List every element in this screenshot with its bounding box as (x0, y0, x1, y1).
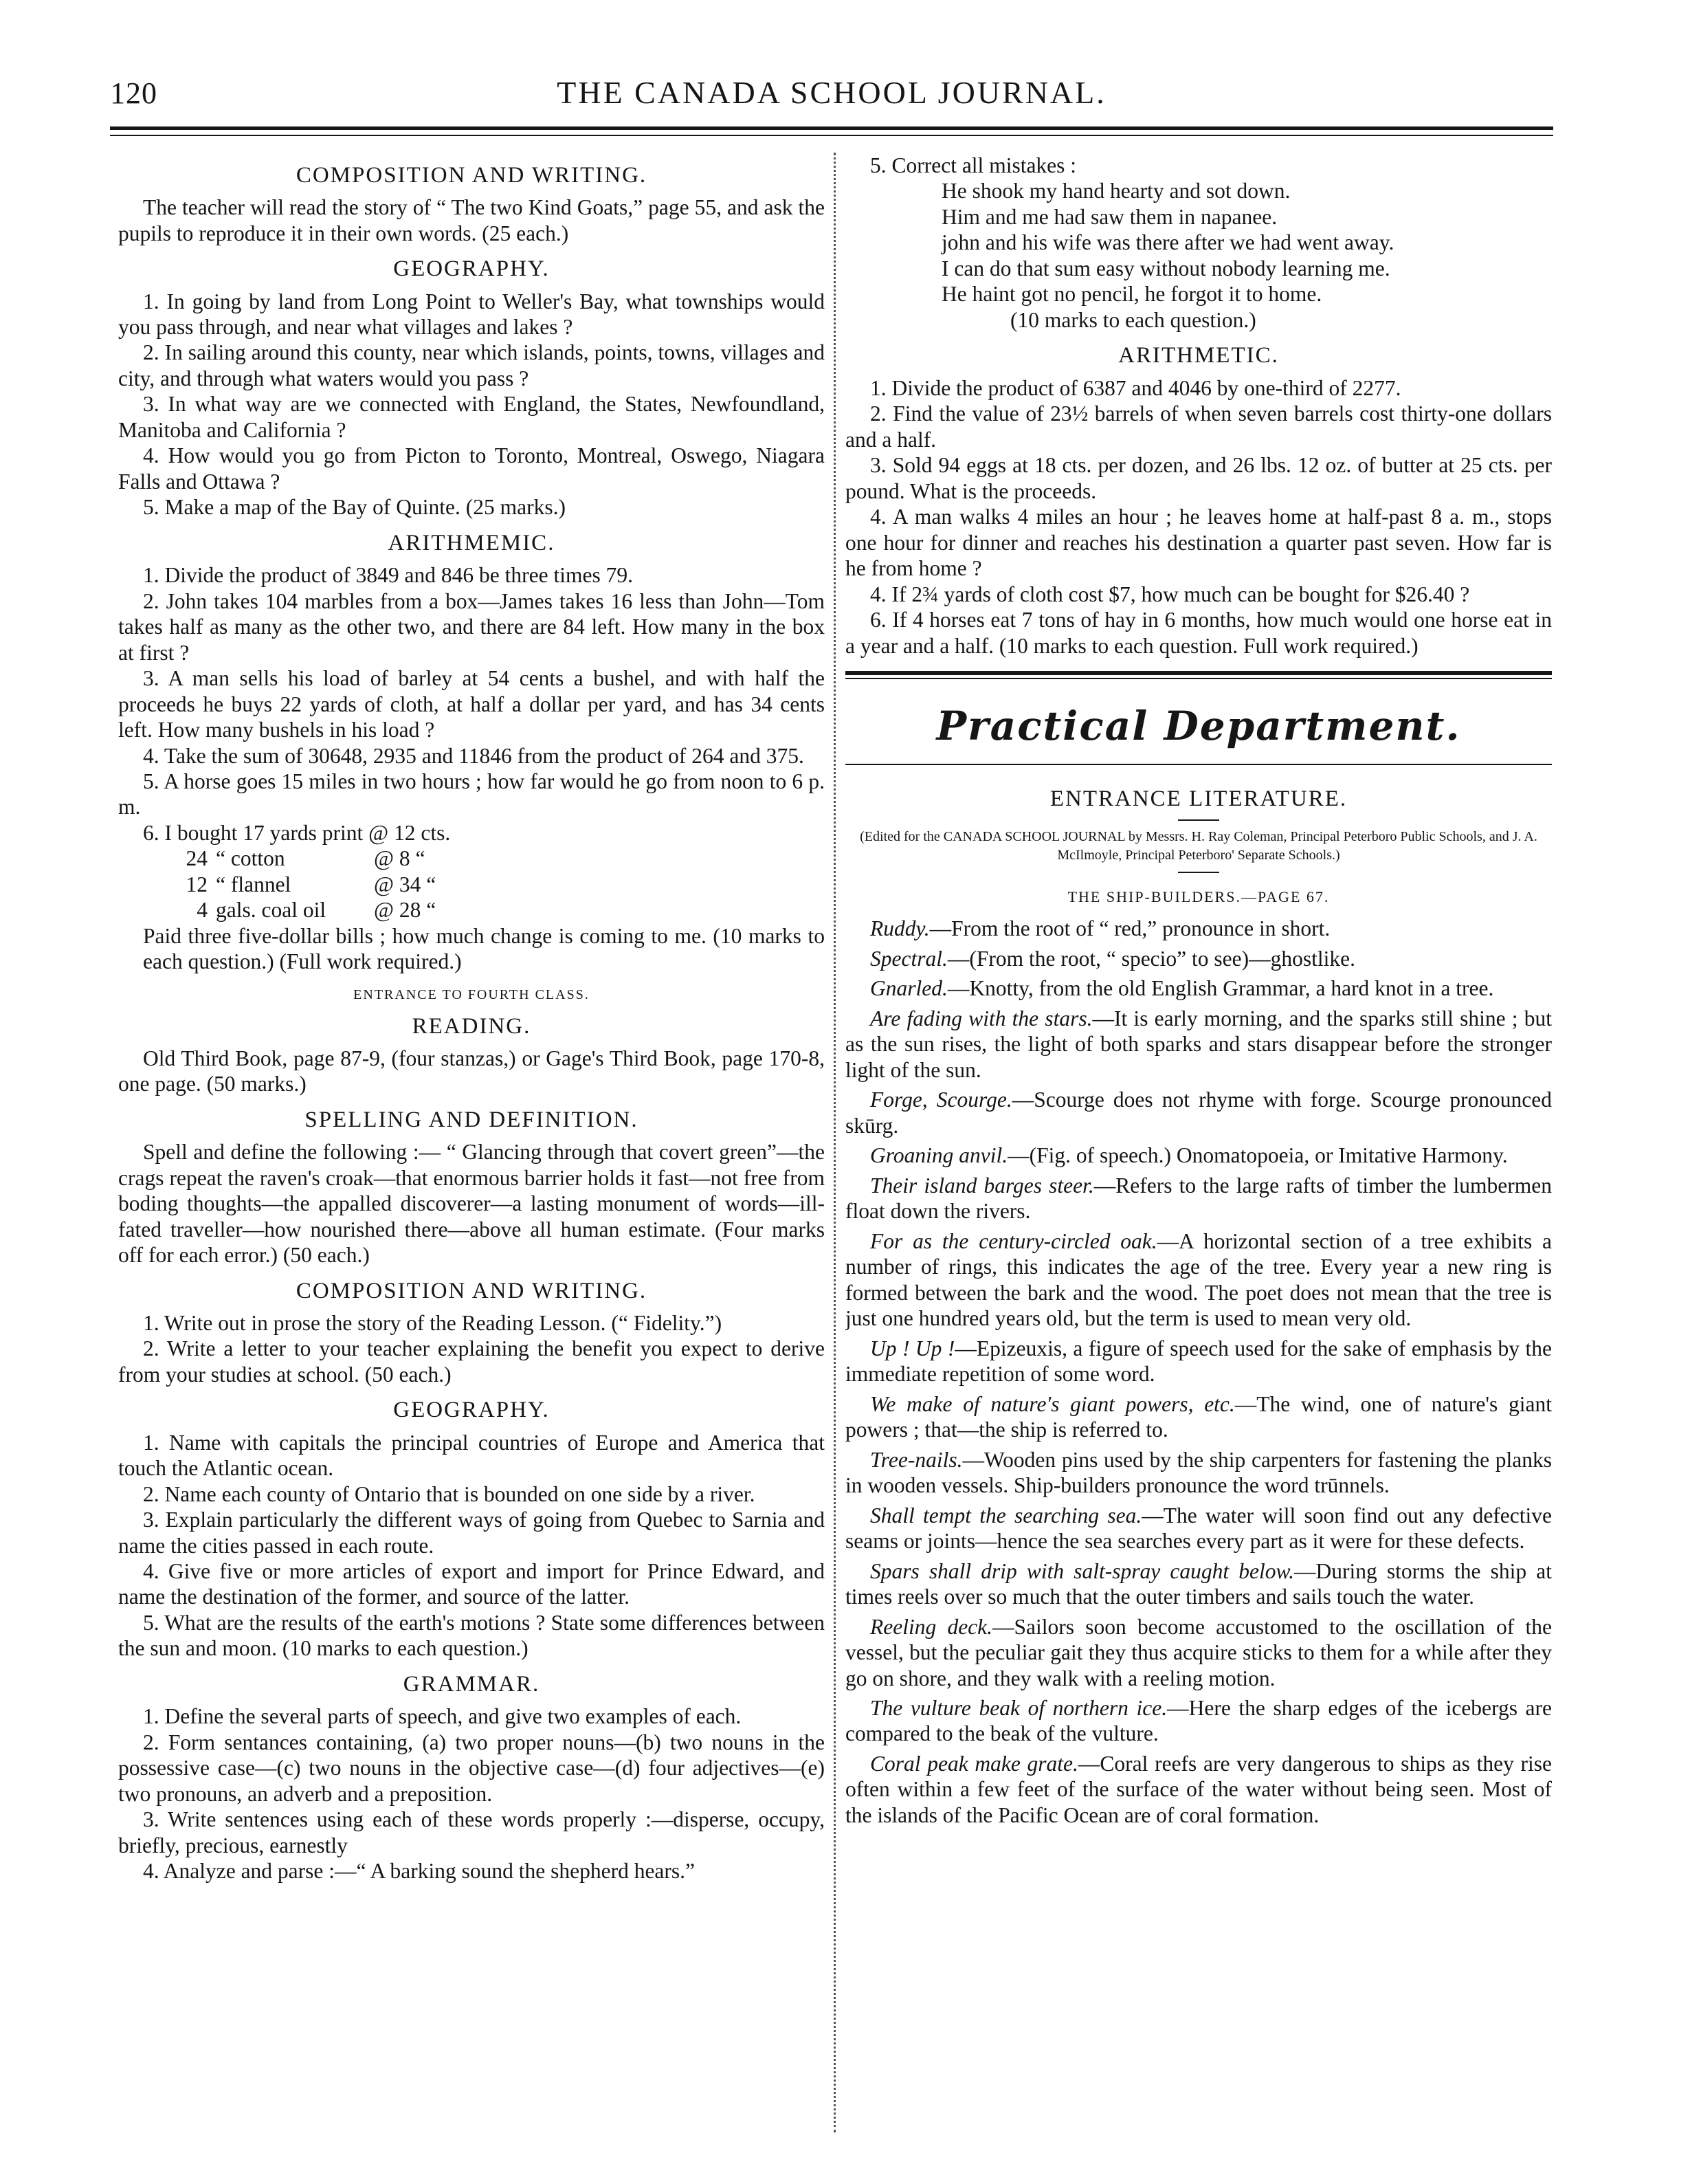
question-item: 4. If 2¾ yards of cloth cost $7, how much can be bought for $26.40 ? (870, 582, 1470, 606)
literature-note (845, 946, 1552, 971)
note-text: —Coral reefs are very dangerous to ships as they rise often within a few feet of the surface of the water without being seen. Most of the islands of the Pacific Ocean are of coral formation. (845, 1751, 1552, 1827)
section-rule-thick (845, 671, 1552, 675)
bill-qty: 4 (197, 898, 208, 923)
bill-qty: 12 (186, 872, 208, 896)
right-column (845, 153, 1552, 2160)
paragraph: Spell and define the following :— “ Glancing through that covert green”—the crags repeat the raven's croak—that enormous barrier holds it fast—not free from boding thoughts—the appalled discoverer—a lasting monument of words—ill-fated traveller—how nourished there—above all human estimate. (Four marks off for each error.) (50 each.) (118, 1140, 825, 1268)
bill-row (118, 897, 825, 923)
note-text: —The water will soon find out any defective seams or joints—hence the sea searches every part as it were for these defects. (845, 1503, 1552, 1554)
note-text: —From the root of “ red,” pronounce in short. (929, 916, 1331, 941)
literature-note (845, 1558, 1552, 1610)
question-item: 5. What are the results of the earth's motions ? State some differences between the sun and moon. (10 marks to each question.) (118, 1610, 825, 1661)
example-line: He shook my hand hearty and sot down. (942, 179, 1291, 203)
literature-note (845, 1503, 1552, 1554)
example-line: He haint got no pencil, he forgot it to home. (942, 282, 1322, 307)
literature-note (845, 1143, 1552, 1168)
question-item: 2. Form sentances containing, (a) two proper nouns—(b) two nouns in the possessive case—(c) two nouns in the objective case—(d) four adjectives—(e) two pronouns, an adverb and a preposition. (118, 1730, 825, 1806)
question-item: 1. In going by land from Long Point to Weller's Bay, what townships would you pass through, and near what villages and lakes ? (118, 289, 825, 339)
note-term: Are fading with the stars. (870, 1006, 1093, 1030)
bill-row (118, 872, 825, 897)
literature-note (845, 1614, 1552, 1691)
question-item: 3. Explain particularly the different ways of going from Quebec to Sarnia and name the cities passed in each route. (118, 1508, 825, 1558)
question-item: 6. I bought 17 yards print @ 12 cts. (143, 820, 451, 845)
note-term: Coral peak make grate. (870, 1751, 1078, 1776)
editor-note: (Edited for the CANADA SCHOOL JOURNAL by Messrs. H. Ray Coleman, Principal Peterboro Public Schools, and J. A. McIlmoyle, Principal Peterboro' Separate Schools.) (860, 829, 1537, 863)
department-title: Practical Department. (936, 702, 1461, 749)
bill-price: @ 28 “ (374, 898, 436, 923)
literature-note (845, 1006, 1552, 1083)
question-item: 5. A horse goes 15 miles in two hours ; how far would he go from noon to 6 p. m. (118, 769, 825, 819)
question-item: 1. Name with capitals the principal countries of Europe and America that touch the Atlantic ocean. (118, 1430, 825, 1481)
question-item: 2. Name each county of Ontario that is bounded on one side by a river. (143, 1481, 755, 1506)
question-item: 2. John takes 104 marbles from a box—James takes 16 less than John—Tom takes half as many as the other two, and there are 84 left. How many in the box at first ? (118, 588, 825, 665)
note-term: Gnarled. (870, 976, 948, 1001)
note-text: —Knotty, from the old English Grammar, a hard knot in a tree. (947, 976, 1494, 1001)
note-term: The vulture beak of northern ice. (870, 1696, 1168, 1720)
note-term: Groaning anvil. (870, 1143, 1008, 1168)
question-item: 3. In what way are we connected with England, the States, Newfoundland, Manitoba and California ? (118, 392, 825, 442)
page-header (110, 71, 1553, 121)
header-rule-thick (110, 126, 1553, 130)
note-term: Their island barges steer. (870, 1173, 1094, 1198)
question-item: 1. Divide the product of 6387 and 4046 by one-third of 2277. (870, 375, 1401, 400)
note-text: —A horizontal section of a tree exhibits a number of rings, this indicates the age of the tree. Every year a new ring is formed between the bark and the wood. The poet does not mean that the tree is just one hundred years old, but the term is used to mean very old. (845, 1228, 1552, 1331)
bill-table (118, 846, 825, 923)
literature-note (845, 1087, 1552, 1138)
question-item: 3. Sold 94 eggs at 18 cts. per dozen, and 26 lbs. 12 oz. of butter at 25 cts. per pound. What is the proceeds. (845, 453, 1552, 503)
note-term: Ruddy. (870, 916, 930, 941)
question-item: 6. If 4 horses eat 7 tons of hay in 6 months, how much would one horse eat in a year and a half. (10 marks to each question. Full work required.) (845, 608, 1552, 658)
bill-item: “ flannel (216, 872, 291, 896)
question-item: 2. In sailing around this county, near which islands, points, towns, villages and city, and through what waters would you pass ? (118, 340, 825, 390)
paragraph: The teacher will read the story of “ The two Kind Goats,” page 55, and ask the pupils to reproduce it in their own words. (25 each.) (118, 195, 825, 245)
literature-note (845, 1228, 1552, 1332)
note-text: —The wind, one of nature's giant powers ; that—the ship is referred to. (845, 1391, 1552, 1442)
note-text: —Sailors soon become accustomed to the oscillation of the vessel, but the peculiar gait they thus acquire sticks to them for a while after they go on shore, and they walk with a reeling motion. (845, 1614, 1552, 1690)
question-item: 1. Define the several parts of speech, and give two examples of each. (143, 1704, 742, 1729)
short-rule (1178, 819, 1219, 821)
section-heading: SPELLING AND DEFINITION. (304, 1107, 638, 1132)
question-item: 4. Give five or more articles of export and import for Prince Edward, and name the destination of the former, and source of the latter. (118, 1559, 825, 1609)
note-term: Shall tempt the searching sea. (870, 1503, 1142, 1527)
section-heading: COMPOSITION AND WRITING. (296, 1278, 647, 1303)
department-rule (845, 764, 1552, 765)
example-lines (845, 178, 1552, 307)
note-text: —Scourge does not rhyme with forge. Scourge pronounced skūrg. (845, 1088, 1552, 1138)
header-rule-thin (110, 135, 1553, 136)
note-term: We make of nature's giant powers, etc. (870, 1391, 1235, 1416)
section-heading: GRAMMAR. (403, 1671, 540, 1697)
section-heading: COMPOSITION AND WRITING. (296, 163, 647, 188)
section-heading: ARITHMEMIC. (388, 530, 555, 555)
literature-note (845, 1695, 1552, 1747)
literature-note (845, 975, 1552, 1001)
question-item: 3. A man sells his load of barley at 54 cents a bushel, and with half the proceeds he buys 22 yards of cloth, at half a dollar per yard, and has 34 cents left. How many bushels in his load ? (118, 666, 825, 742)
question-item: 4. A man walks 4 miles an hour ; he leaves home at half-past 8 a. m., stops one hour for dinner and reaches his destination a quarter past seven. How far is he from home ? (845, 505, 1552, 581)
question-item: 2. Find the value of 23½ barrels of when seven barrels cost thirty-one dollars and a half. (845, 401, 1552, 452)
bill-price: @ 34 “ (374, 872, 436, 896)
question-item: 5. Correct all mistakes : (870, 153, 1077, 177)
section-heading: GEOGRAPHY. (393, 1398, 550, 1423)
example-line: I can do that sum easy without nobody learning me. (942, 256, 1390, 280)
question-item: 1. Divide the product of 3849 and 846 be three times 79. (143, 563, 633, 588)
bill-row (118, 846, 825, 871)
literature-note (845, 1173, 1552, 1224)
note-text: —Wooden pins used by the ship carpenters for fastening the planks in wooden vessels. Ship-builders pronounce the word trūnnels. (845, 1447, 1552, 1498)
lesson-page-reference: THE SHIP-BUILDERS.—PAGE 67. (1067, 888, 1330, 906)
question-item: 4. Take the sum of 30648, 2935 and 11846 from the product of 264 and 375. (143, 743, 804, 768)
note-text: —(From the root, “ specio” to see)—ghostlike. (947, 946, 1355, 971)
example-line: john and his wife was there after we had went away. (942, 230, 1394, 255)
bill-item: “ cotton (216, 846, 285, 871)
section-rule-thin (845, 678, 1552, 679)
note-term: Tree-nails. (870, 1447, 963, 1472)
question-item: 3. Write sentences using each of these words properly :—disperse, occupy, briefly, precious, earnestly (118, 1807, 825, 1857)
section-heading: ENTRANCE LITERATURE. (1049, 786, 1348, 811)
note-term: Forge, Scourge. (870, 1088, 1012, 1112)
bill-qty: 24 (186, 846, 208, 871)
section-heading: ARITHMETIC. (1118, 343, 1279, 368)
paragraph: Paid three five-dollar bills ; how much change is coming to me. (10 marks to each question.) (Full work required.) (143, 923, 825, 974)
section-heading: READING. (412, 1013, 531, 1039)
question-item: 1. Write out in prose the story of the Reading Lesson. (“ Fidelity.”) (143, 1310, 722, 1335)
note-text: —During storms the ship at times reels over so much that the outer timbers and sails touch the water. (845, 1558, 1552, 1609)
question-item: 4. How would you go from Picton to Toronto, Montreal, Oswego, Niagara Falls and Ottawa ? (118, 443, 825, 494)
marks-note: (10 marks to each question.) (1010, 307, 1256, 332)
literature-note (845, 1391, 1552, 1443)
note-text: —Here the sharp edges of the icebergs are compared to the beak of the vulture. (845, 1696, 1552, 1746)
question-item: 5. Make a map of the Bay of Quinte. (25 marks.) (143, 495, 566, 520)
note-term: Up ! Up ! (870, 1336, 955, 1360)
section-heading: GEOGRAPHY. (393, 256, 550, 282)
journal-title: THE CANADA SCHOOL JOURNAL. (557, 75, 1107, 110)
bill-item: gals. coal oil (216, 898, 326, 923)
short-rule (1178, 872, 1219, 873)
paragraph: Old Third Book, page 87-9, (four stanzas,) or Gage's Third Book, page 170-8, one page. (50 marks.) (118, 1046, 825, 1096)
bill-price: @ 8 “ (374, 846, 425, 871)
literature-notes (845, 916, 1552, 1828)
note-term: For as the century-circled oak. (870, 1228, 1157, 1253)
note-text: —(Fig. of speech.) Onomatopoeia, or Imitative Harmony. (1008, 1143, 1508, 1168)
page-number: 120 (110, 76, 157, 110)
note-text: —Epizeuxis, a figure of speech used for the sake of emphasis by the immediate repetition of some word. (845, 1336, 1552, 1387)
column-divider (834, 153, 836, 2132)
note-text: —It is early morning, and the sparks still shine ; but as the sun rises, the light of both sparks and stars disappear before the stronger light of the sun. (845, 1006, 1552, 1082)
literature-note (845, 916, 1552, 941)
subsection-heading: ENTRANCE TO FOURTH CLASS. (353, 986, 590, 1002)
left-column (118, 153, 825, 2160)
note-term: Spectral. (870, 946, 948, 971)
literature-note (845, 1751, 1552, 1828)
note-text: —Refers to the large rafts of timber the lumbermen float down the rivers. (845, 1173, 1552, 1224)
literature-note (845, 1447, 1552, 1499)
question-item: 2. Write a letter to your teacher explaining the benefit you expect to derive from your studies at school. (50 each.) (118, 1336, 825, 1387)
literature-note (845, 1336, 1552, 1387)
example-line: Him and me had saw them in napanee. (942, 204, 1278, 229)
question-item: 4. Analyze and parse :—“ A barking sound the shepherd hears.” (143, 1859, 696, 1884)
note-term: Spars shall drip with salt-spray caught below. (870, 1558, 1295, 1583)
note-term: Reeling deck. (870, 1614, 993, 1639)
